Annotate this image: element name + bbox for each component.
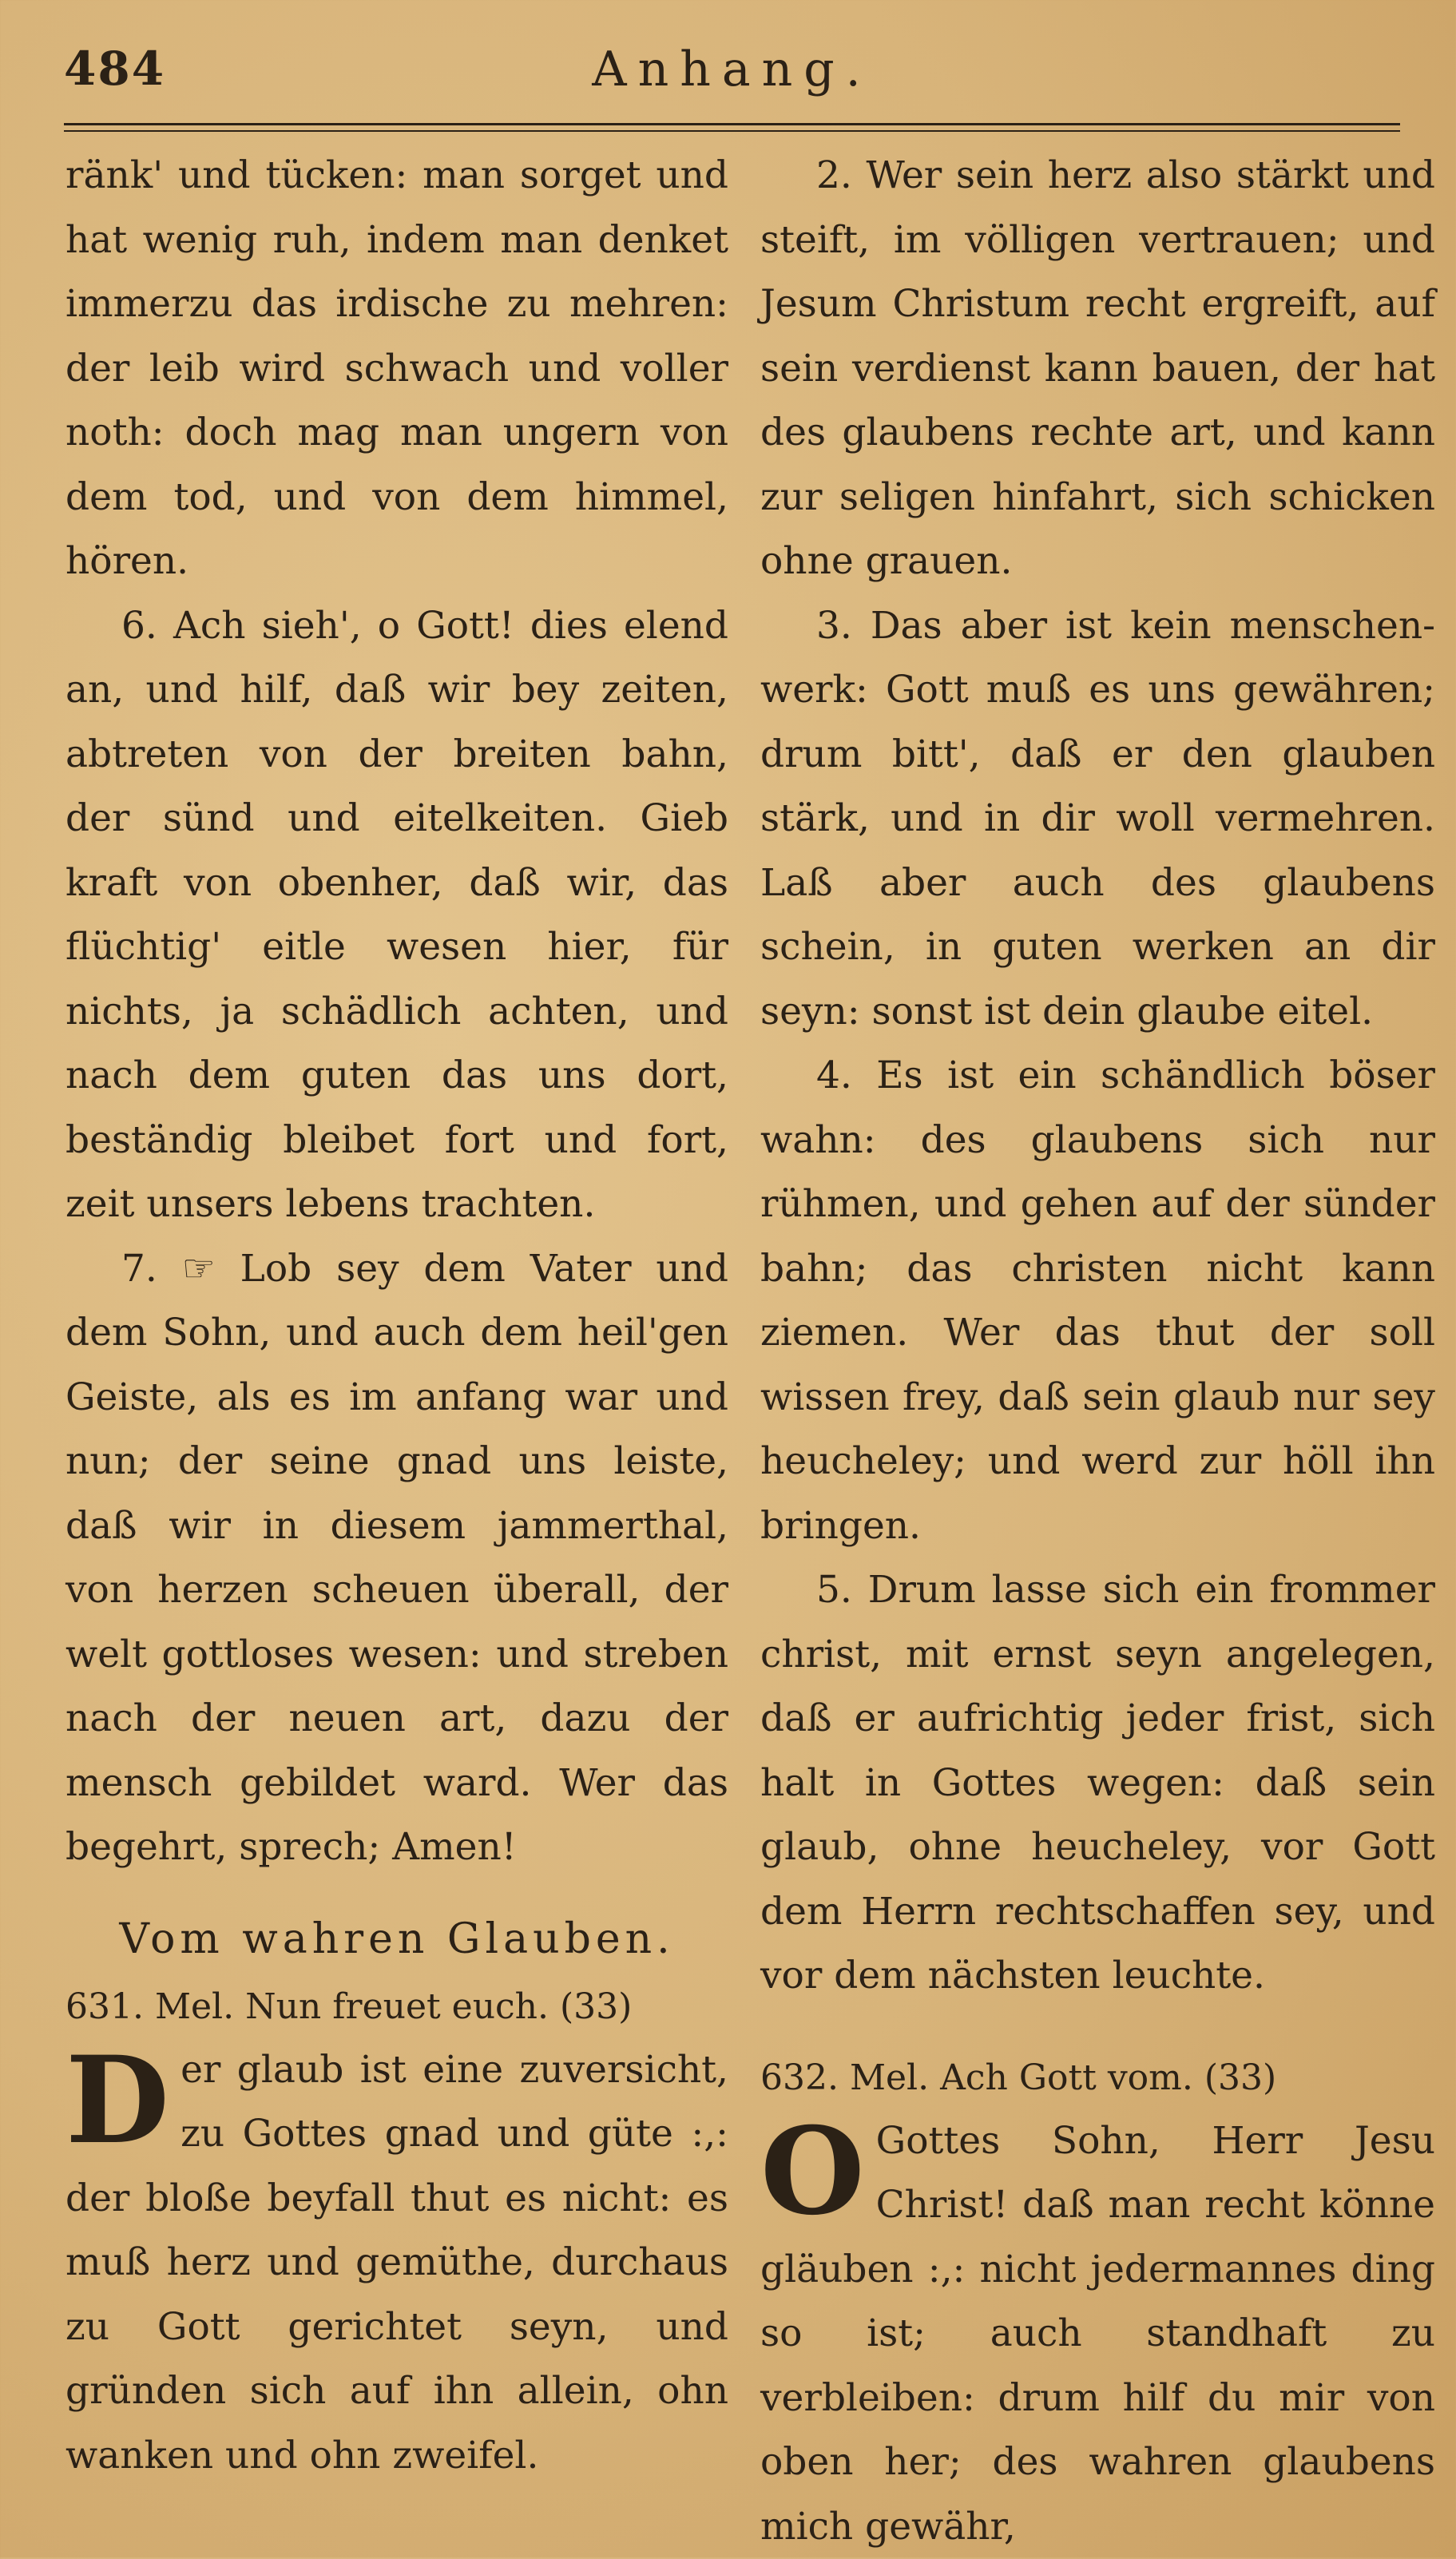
right-column <box>760 144 1435 2559</box>
verse-6: 6. Ach sieh', o Gott! dies elend an, und hilf, daß wir bey zeiten, abtreten von der breiten bahn, der sünd und eitelkeiten. Gieb kraft von obenher, daß wir, das flüchtig' eitle wesen hier, für nichts, ja schädlich achten, und nach dem guten das uns dort, beständig bleibet fort und fort, zeit unsers lebens trachten. <box>65 594 728 1237</box>
header-rule <box>64 123 1400 132</box>
hymn-632-dropcap: O <box>760 2116 865 2228</box>
page-number: 484 <box>64 42 165 96</box>
section-heading: Vom wahren Glauben. <box>65 1907 728 1971</box>
verse-continuation: ränk' und tücken: man sorget und hat wenig ruh, indem man denket immerzu das irdische zu mehren: der leib wird schwach und voller noth: doch mag man ungern von dem tod, und von dem himmel, hören. <box>65 144 728 594</box>
verse-2: 2. Wer sein herz also stärkt und steift, im völligen vertrauen; und Jesum Christum recht ergreift, auf sein verdienst kann bauen, der hat des glaubens rechte art, und kann zur seligen hinfahrt, sich schicken ohne grauen. <box>760 144 1435 594</box>
hymn-631-header: 631. Mel. Nun freuet euch. (33) <box>65 1976 728 2038</box>
hymn-631-text: er glaub ist eine zuversicht, zu Gottes gnad und güte :,: der bloße beyfall thut es nicht: es muß herz und gemüthe, durchaus zu Gott gerichtet seyn, und gründen sich auf ihn allein, ohn wanken und ohn zweifel. <box>65 2038 728 2489</box>
hymn-632-verse-1 <box>760 2109 1435 2559</box>
verse-5: 5. Drum lasse sich ein frommer christ, mit ernst seyn angelegen, daß er aufrichtig jeder frist, sich halt in Gottes wegen: daß sein glaub, ohne heucheley, vor Gott dem Herrn rechtschaffen sey, und vor dem nächsten leuchte. <box>760 1558 1435 2009</box>
running-head <box>64 42 1400 105</box>
verse-4: 4. Es ist ein schändlich böser wahn: des glaubens sich nur rühmen, und gehen auf der sünder bahn; das christen nicht kann ziemen. Wer das thut der soll wissen frey, daß sein glaub nur sey heucheley; und werd zur höll ihn bringen. <box>760 1044 1435 1558</box>
verse-7: 7. ☞ Lob sey dem Vater und dem Sohn, und auch dem heil'gen Geiste, als es im anfang war und nun; der seine gnad uns leiste, daß wir in diesem jammerthal, von herzen scheuen überall, der welt gottloses wesen: und streben nach der neuen art, dazu der mensch gebildet ward. Wer das begehrt, sprech; Amen! <box>65 1237 728 1880</box>
hymn-631-verse-1 <box>65 2038 728 2489</box>
hymn-631-dropcap: D <box>65 2045 169 2156</box>
running-title: Anhang. <box>64 42 1400 97</box>
verse-3: 3. Das aber ist kein menschen-werk: Gott muß es uns gewähren; drum bitt', daß er den glauben stärk, und in dir woll vermehren. Laß aber auch des glaubens schein, in guten werken an dir seyn: sonst ist dein glaube eitel. <box>760 594 1435 1045</box>
hymn-632-text: Gottes Sohn, Herr Jesu Christ! daß man recht könne gläuben :,: nicht jedermannes ding so ist; auch standhaft zu verbleiben: drum hilf du mir von oben her; des wahren glaubens mich gewähr, <box>760 2109 1435 2559</box>
left-column <box>65 144 728 2488</box>
hymn-632-header: 632. Mel. Ach Gott vom. (33) <box>760 2047 1435 2109</box>
